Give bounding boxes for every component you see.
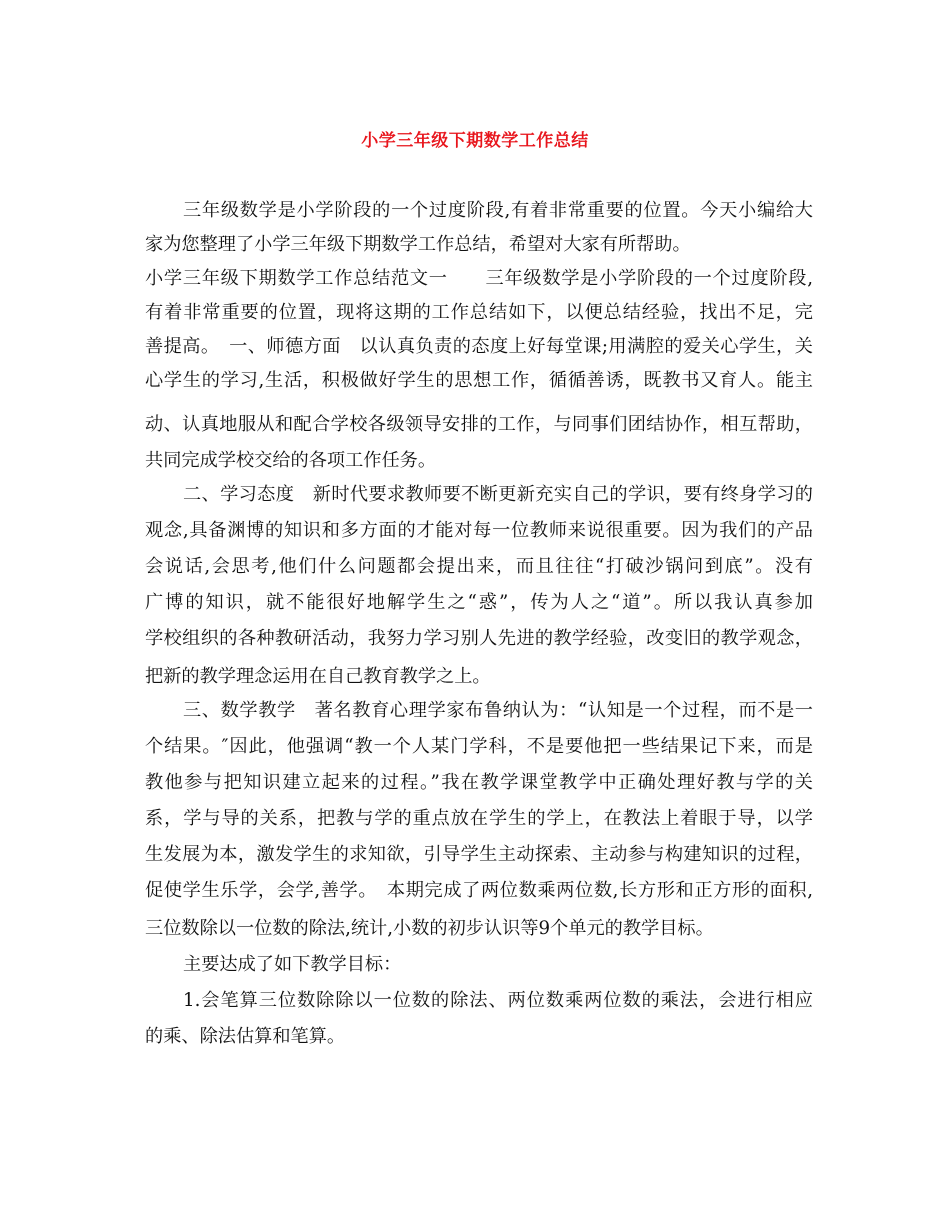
paragraph-line: 1.会笔算三位数除除以一位数的除法、两位数乘两位数的乘法，会进行相应 bbox=[183, 990, 813, 1011]
paragraph-line: 动、认真地服从和配合学校各级领导安排的工作，与同事们团结协作，相互帮助， bbox=[145, 414, 813, 435]
paragraph-line: 心学生的学习,生活，积极做好学生的思想工作，循循善诱，既教书又育人。能主 bbox=[145, 370, 813, 391]
paragraph-line: 三年级数学是小学阶段的一个过度阶段,有着非常重要的位置。今天小编给大 bbox=[183, 200, 813, 221]
document-title: 小学三年级下期数学工作总结 bbox=[361, 131, 589, 151]
paragraph-line: 系，学与导的关系，把教与学的重点放在学生的学上，在教法上着眼于导，以学 bbox=[145, 808, 813, 829]
paragraph-line: 观念,具备渊博的知识和多方面的才能对每一位教师来说很重要。因为我们的产品 bbox=[145, 520, 813, 541]
paragraph-line: 共同完成学校交给的各项工作任务。 bbox=[145, 450, 437, 471]
paragraph-line: 主要达成了如下教学目标： bbox=[183, 954, 402, 975]
paragraph-line: 有着非常重要的位置，现将这期的工作总结如下，以便总结经验，找出不足，完 bbox=[145, 302, 813, 323]
paragraph-line: 广博的知识，就不能很好地解学生之“惑”，传为人之“道”。所以我认真参加 bbox=[145, 592, 813, 613]
paragraph-line: 家为您整理了小学三年级下期数学工作总结，希望对大家有所帮助。 bbox=[145, 234, 691, 255]
paragraph-line: 个结果。″因此，他强调“教一个人某门学科，不是要他把一些结果记下来，而是 bbox=[145, 736, 813, 757]
paragraph-line: 的乘、除法估算和笔算。 bbox=[145, 1026, 346, 1047]
paragraph-line: 促使学生乐学，会学,善学。 本期完成了两位数乘两位数,长方形和正方形的面积, bbox=[145, 880, 813, 901]
paragraph-line: 二、学习态度 新时代要求教师要不断更新充实自己的学识，要有终身学习的 bbox=[183, 484, 813, 505]
paragraph-line: 小学三年级下期数学工作总结范文一 三年级数学是小学阶段的一个过度阶段, bbox=[145, 268, 813, 289]
paragraph-line: 生发展为本，激发学生的求知欲，引导学生主动探索、主动参与构建知识的过程， bbox=[145, 844, 813, 865]
paragraph-line: 会说话,会思考,他们什么问题都会提出来，而且往往“打破沙锅问到底”。没有 bbox=[145, 556, 813, 577]
paragraph-line: 三、数学教学 著名教育心理学家布鲁纳认为：“认知是一个过程，而不是一 bbox=[183, 700, 813, 721]
paragraph-line: 善提高。 一、师德方面 以认真负责的态度上好每堂课;用满腔的爱关心学生，关 bbox=[145, 336, 813, 357]
paragraph-line: 把新的教学理念运用在自己教育教学之上。 bbox=[145, 666, 491, 687]
paragraph-line: 三位数除以一位数的除法,统计,小数的初步认识等9个单元的教学目标。 bbox=[145, 918, 714, 939]
paragraph-line: 学校组织的各种教研活动，我努力学习别人先进的教学经验，改变旧的教学观念， bbox=[145, 628, 813, 649]
paragraph-line: 教他参与把知识建立起来的过程。”我在教学课堂教学中正确处理好教与学的关 bbox=[145, 772, 813, 793]
